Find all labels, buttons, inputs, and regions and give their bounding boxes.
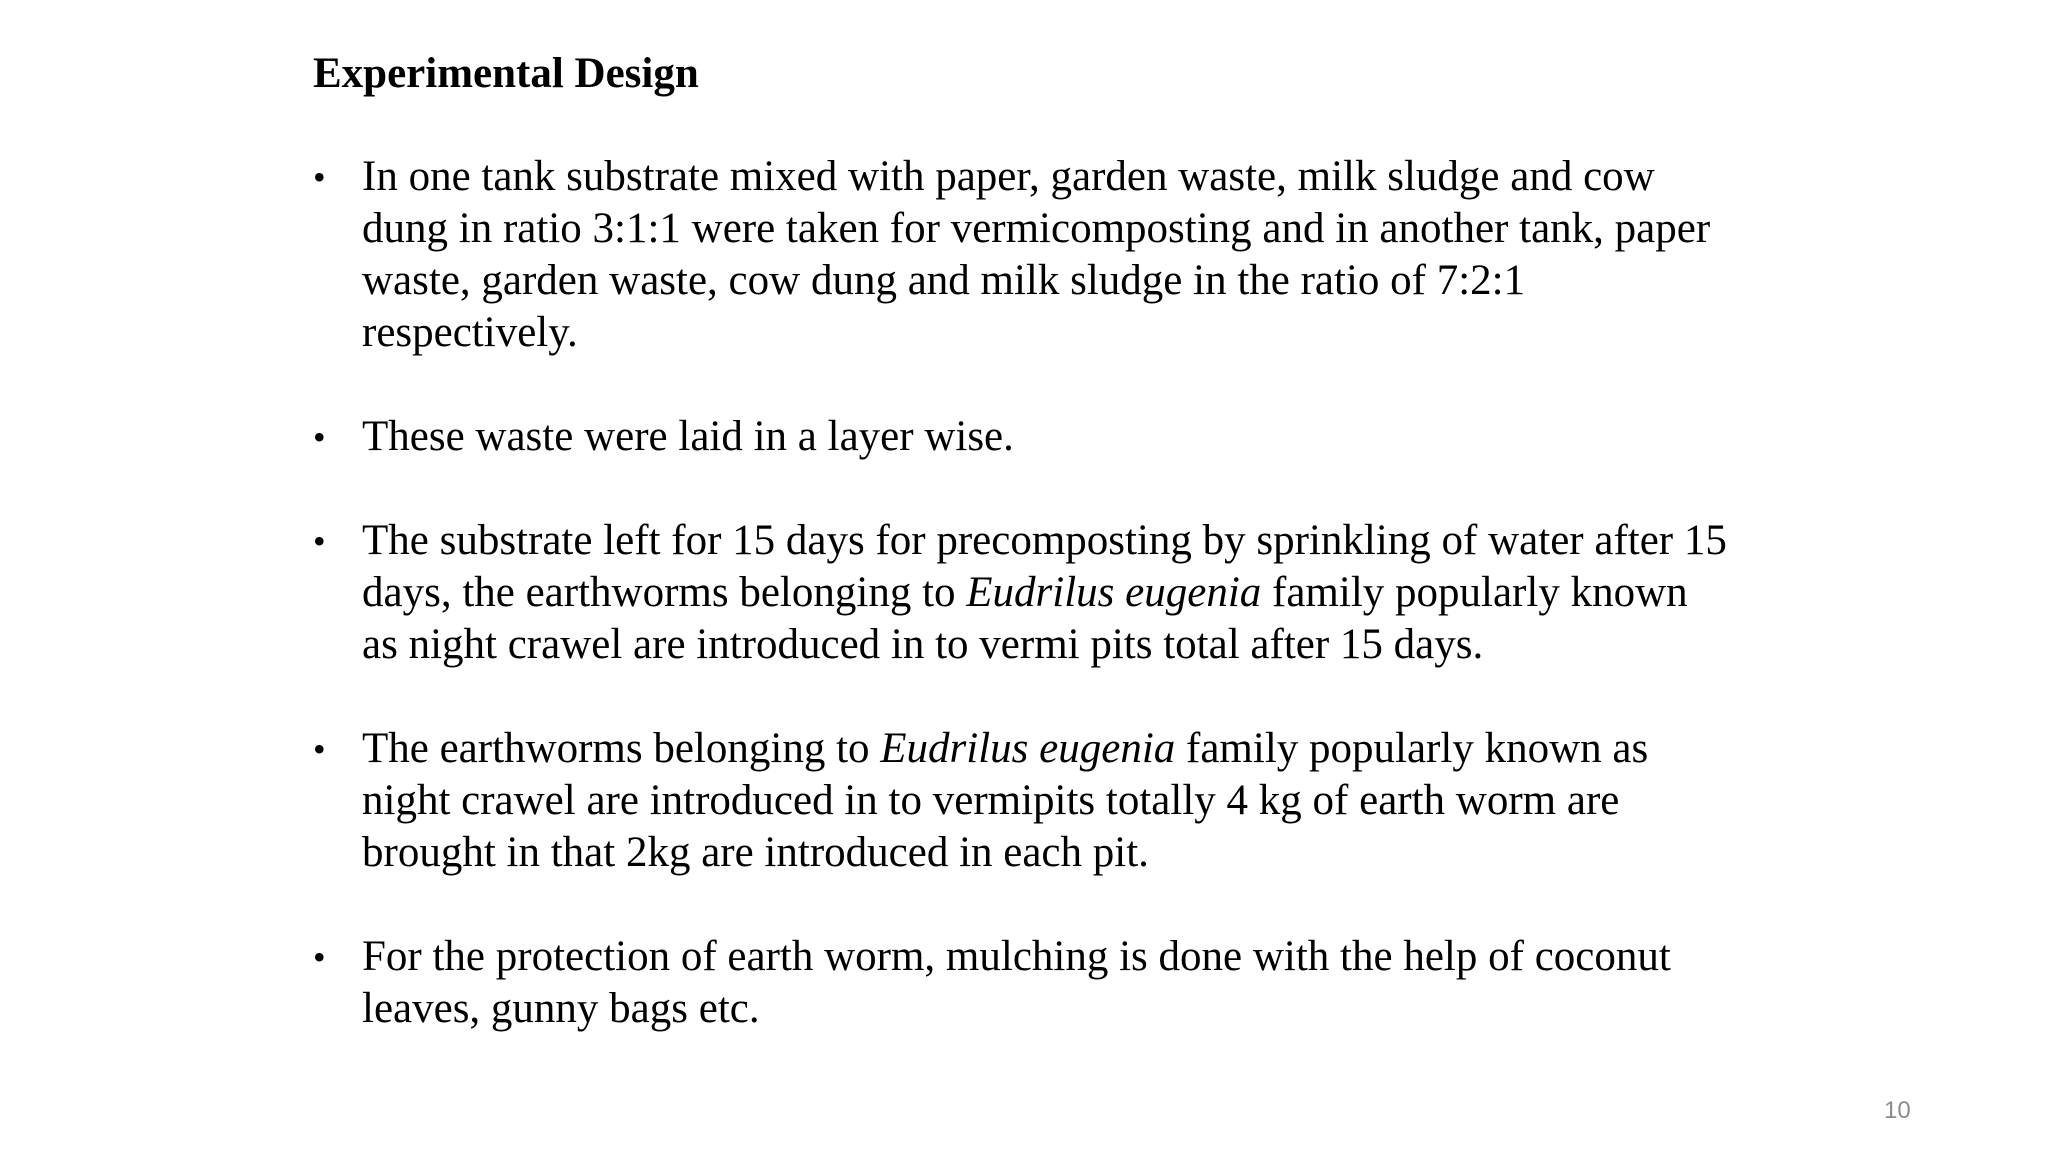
bullet-line: These waste were laid in a layer wise.	[362, 413, 1014, 460]
bullet-line: days, the earthworms belonging to Eudrilus eugenia family popularly known	[362, 569, 1688, 616]
bullet-line: night crawel are introduced in to vermipits totally 4 kg of earth worm are	[362, 777, 1620, 824]
bullet-list	[313, 151, 1763, 1087]
bullet-item	[313, 931, 1763, 1035]
bullet-item	[313, 411, 1763, 463]
species-name: Eudrilus eugenia	[966, 569, 1262, 616]
bullet-icon: •	[313, 729, 326, 769]
bullet-line: In one tank substrate mixed with paper, garden waste, milk sludge and cow	[362, 153, 1655, 200]
bullet-icon: •	[313, 521, 326, 561]
bullet-icon: •	[313, 937, 326, 977]
bullet-icon: •	[313, 157, 326, 197]
bullet-icon: •	[313, 417, 326, 457]
bullet-line: The earthworms belonging to Eudrilus eugenia family popularly known as	[362, 725, 1649, 772]
bullet-line: The substrate left for 15 days for precomposting by sprinkling of water after 15	[362, 517, 1727, 564]
bullet-line: dung in ratio 3:1:1 were taken for vermicomposting and in another tank, paper	[362, 205, 1711, 252]
page-number: 10	[1884, 1097, 1911, 1124]
species-name: Eudrilus eugenia	[880, 725, 1176, 772]
bullet-item	[313, 723, 1763, 879]
bullet-line: as night crawel are introduced in to vermi pits total after 15 days.	[362, 621, 1484, 668]
bullet-item	[313, 515, 1763, 671]
bullet-line: waste, garden waste, cow dung and milk sludge in the ratio of 7:2:1	[362, 257, 1526, 304]
bullet-line: brought in that 2kg are introduced in each pit.	[362, 829, 1149, 876]
bullet-line: For the protection of earth worm, mulching is done with the help of coconut	[362, 933, 1671, 980]
bullet-item	[313, 151, 1763, 359]
slide-title: Experimental Design	[313, 50, 699, 97]
bullet-line: leaves, gunny bags etc.	[362, 985, 760, 1032]
bullet-line: respectively.	[362, 309, 578, 356]
